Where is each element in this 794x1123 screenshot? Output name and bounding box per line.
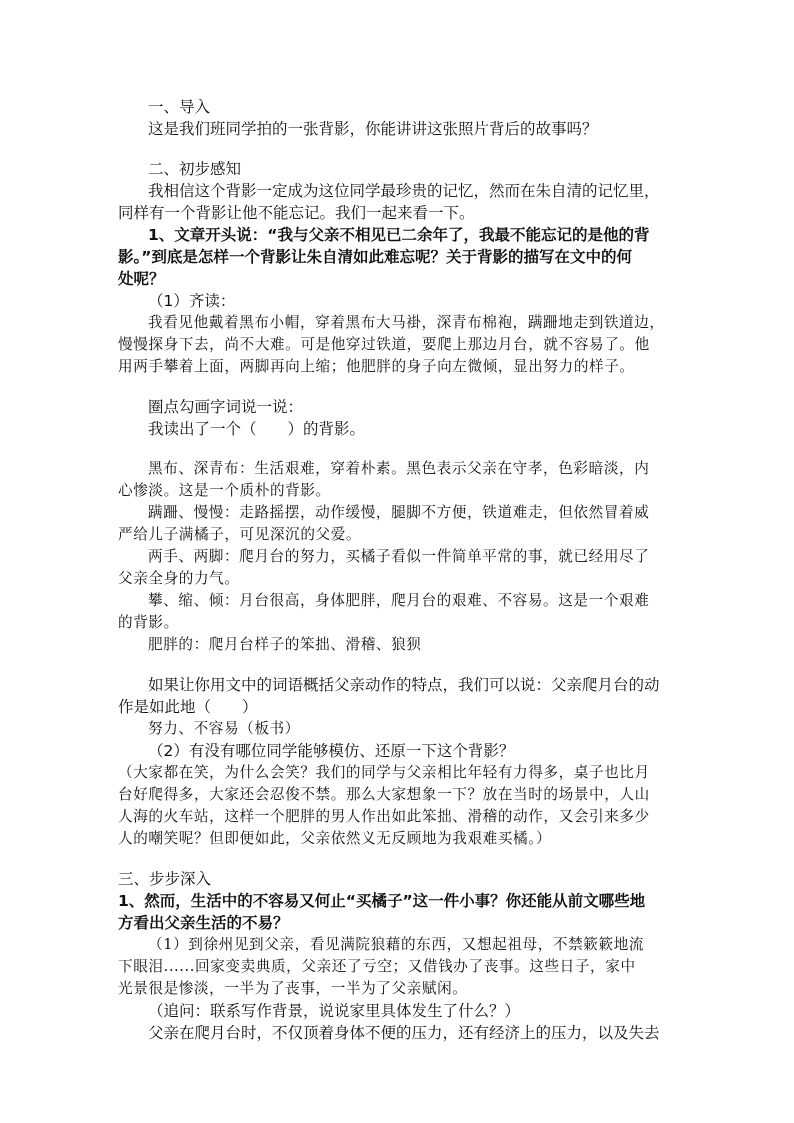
answer-line: 攀、缩、倾：月台很高，身体肥胖，爬月台的艰难、不容易。这是一个艰难 [148, 592, 650, 609]
commentary-line: 人的嘲笑呢？但即便如此，父亲依然义无反顾地为我艰难买橘。） [118, 830, 552, 847]
summary-line: 作是如此地（ ） [118, 698, 258, 716]
commentary-line: （大家都在笑，为什么会笑？我们的同学与父亲相比年轻有力得多，桌子也比月 [118, 764, 650, 781]
evidence-line: 光景很是惨淡，一半为了丧事，一半为了父亲赋闲。 [118, 980, 468, 997]
answer-line: 心惨淡。这是一个质朴的背影。 [118, 482, 331, 499]
paragraph-line: 我相信这个背影一定成为这位同学最珍贵的记忆，然而在朱自清的记忆里， [148, 182, 660, 200]
question-1-line: 处呢？ [118, 270, 165, 288]
question-3-line: 方看出父亲生活的不易？ [118, 914, 289, 932]
question-1-line: 影。”到底是怎样一个背影让朱自清如此难忘呢？关于背影的描写在文中的何 [118, 248, 632, 266]
commentary-line: 台好爬得多，大家还会忍俊不禁。那么大家想象一下？放在当时的场景中，人山 [118, 786, 650, 803]
intro-question: 这是我们班同学拍的一张背影，你能讲讲这张照片背后的故事吗？ [148, 120, 598, 138]
quote-line: 我看见他戴着黑布小帽，穿着黑布大马褂，深青布棉袍，蹒跚地走到铁道边， [148, 314, 665, 331]
paragraph-line: 同样有一个背影让他不能忘记。我们一起来看一下。 [118, 204, 475, 222]
circle-title: 圈点勾画字词说一说： [148, 398, 304, 416]
question-3-line: 1、然而，生活中的不容易又何止“买橘子”这一件小事？你还能从前文哪些地 [118, 892, 646, 910]
answer-line: 严给儿子满橘子，可见深沉的父爱。 [118, 526, 362, 543]
section-1-title: 一、导入 [148, 98, 211, 116]
answer-line: 父亲全身的力气。 [118, 570, 240, 587]
read-label: （1）齐读： [148, 292, 236, 310]
follow-up-question: （追问：联系写作背景，说说家里具体发生了什么？） [148, 1002, 521, 1020]
answer-line: 蹒跚、慢慢：走路摇摆，动作缓慢，腿脚不方便，铁道难走，但依然冒着威 [148, 504, 650, 521]
answer-line: 的背影。 [118, 614, 179, 631]
section-2-title: 二、初步感知 [148, 160, 242, 178]
answer-line: 黑布、深青布：生活艰难，穿着朴素。黑色表示父亲在守孝，色彩暗淡，内 [148, 460, 650, 477]
question-1-line: 1、文章开头说：“我与父亲不相见已二余年了，我最不能忘记的是他的背 [148, 226, 650, 244]
evidence-line: （1）到徐州见到父亲，看见满院狼藉的东西，又想起祖母，不禁簌簌地流 [148, 936, 645, 953]
circle-prompt: 我读出了一个（ ）的背影。 [148, 420, 366, 438]
commentary-line: 人海的火车站，这样一个肥胖的男人作出如此笨拙、滑稽的动作，又会引来多少 [118, 808, 650, 825]
paragraph-line: 父亲在爬月台时，不仅顶着身体不便的压力，还有经济上的压力，以及失去 [148, 1024, 660, 1042]
evidence-line: 下眼泪......回家变卖典质，父亲还了亏空；又借钱办了丧事。这些日子，家中 [118, 958, 636, 975]
quote-line: 用两手攀着上面，两脚再向上缩；他肥胖的身子向左微倾，显出努力的样子。 [118, 358, 635, 375]
answer-line: 肥胖的：爬月台样子的笨拙、滑稽、狼狈 [148, 636, 422, 653]
answer-line: 两手、两脚：爬月台的努力，买橘子看似一件简单平常的事，就已经用尽了 [148, 548, 650, 565]
summary-line: 如果让你用文中的词语概括父亲动作的特点，我们可以说：父亲爬月台的动 [148, 676, 660, 694]
board-note: 努力、不容易（板书） [148, 720, 300, 737]
quote-line: 慢慢探身下去，尚不大难。可是他穿过铁道，要爬上那边月台，就不容易了。他 [118, 336, 650, 353]
section-3-title: 三、步步深入 [118, 870, 212, 888]
question-2: （2）有没有哪位同学能够模仿、还原一下这个背影？ [148, 742, 515, 760]
